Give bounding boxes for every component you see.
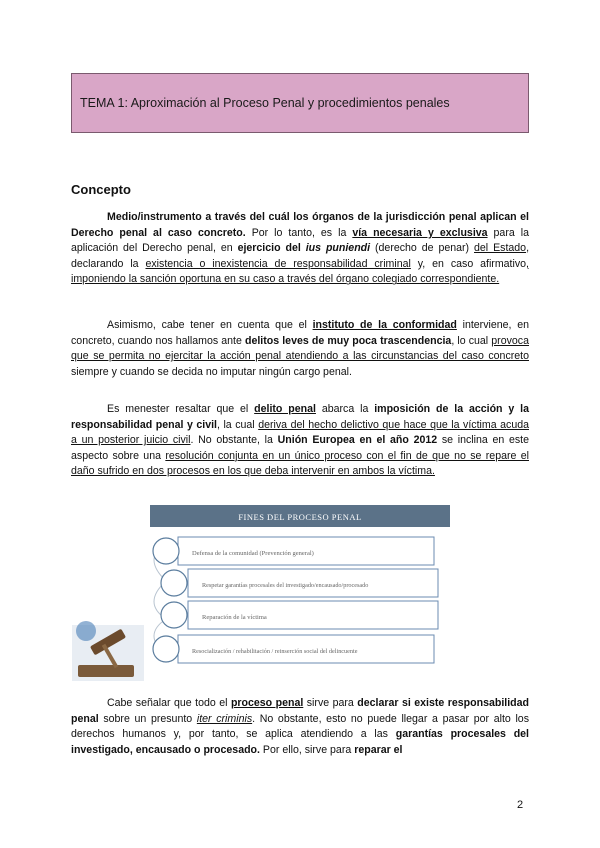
text-run: instituto de la conformidad xyxy=(312,319,457,331)
paragraph-definition xyxy=(71,210,529,288)
text-run: iter criminis xyxy=(196,712,253,725)
diagram-item-text: Reparación de la víctima xyxy=(202,614,267,621)
fines-proceso-penal-diagram xyxy=(70,503,450,683)
text-run: Es menester resaltar que el xyxy=(107,403,255,415)
text-run: interviene, en concreto, cuando nos hallamos ante xyxy=(71,319,529,347)
text-run: vía necesaria y exclusiva xyxy=(352,226,488,239)
text-run: reparar el xyxy=(354,743,403,756)
text-run: garantías procesales del investigado, encausado o procesado. xyxy=(71,728,529,756)
text-run: del Estado xyxy=(474,242,527,255)
text-run: ius puniendi xyxy=(305,242,371,255)
topic-title-box xyxy=(71,73,529,133)
text-run: declarar si existe responsabilidad penal xyxy=(71,697,529,725)
text-run: , imponiendo la sanción oportuna en su caso a través del órgano colegiado correspondiente. xyxy=(71,257,529,286)
text-run: sirve para xyxy=(303,697,358,709)
section-heading: Concepto xyxy=(71,182,131,197)
text-run: para la aplicación del Derecho penal, en xyxy=(71,226,529,255)
diagram-item-3 xyxy=(161,601,438,629)
text-run: Por ello, sirve para xyxy=(259,743,355,756)
text-run: Asimismo, cabe tener en cuenta que el xyxy=(107,319,313,331)
text-run: , lo cual xyxy=(451,334,492,347)
diagram-item-4 xyxy=(153,635,434,663)
text-run: Unión Europea en el año 2012 xyxy=(277,434,438,447)
diagram-item-text: Defensa de la comunidad (Prevención general) xyxy=(192,550,314,557)
text-run: . No obstante, esto no puede llegar a pasar por alto los derechos humanos y, por tanto, se aplica atendiendo a las xyxy=(71,712,529,741)
text-run: resolución conjunta en un único proceso con el fin de que no se repare el daño sufrido en dos procesos en los que deba intervenir en ambos la víctima. xyxy=(71,449,529,478)
text-run: (derecho de penar) xyxy=(370,242,475,255)
text-run: provoca que se permita no ejercitar la acción penal atendiendo a las circunstancias del caso concreto xyxy=(71,334,529,363)
text-run: deriva del hecho delictivo que hace que la víctima acuda a un posterior juicio civil xyxy=(71,418,529,447)
text-run: delito penal xyxy=(254,403,316,415)
text-run: Cabe señalar que todo el xyxy=(107,697,231,709)
text-run: sobre un presunto xyxy=(98,712,197,725)
paragraph-delito-penal xyxy=(71,402,529,480)
text-run: y, en caso afirmativo xyxy=(410,257,527,270)
text-run: se inclina en este aspecto sobre una xyxy=(71,434,529,462)
topic-title: TEMA 1: Aproximación al Proceso Penal y procedimientos penales xyxy=(80,96,450,110)
diagram-header: FINES DEL PROCESO PENAL xyxy=(238,512,362,522)
text-run: , la cual xyxy=(216,418,259,431)
page-number: 2 xyxy=(517,799,524,811)
text-run: delitos leves de muy poca trascendencia xyxy=(244,334,452,347)
text-run: existencia o inexistencia de responsabilidad criminal xyxy=(145,257,411,270)
text-run: ejercicio del xyxy=(237,242,306,255)
text-run: Medio/instrumento a través del cuál los órganos de la jurisdicción penal aplican el Derecho penal al caso concreto. xyxy=(71,211,529,239)
diagram-item-1 xyxy=(153,537,434,565)
paragraph-conformidad xyxy=(71,318,529,380)
text-run: siempre y cuando se decida no imputar ningún cargo penal. xyxy=(71,365,352,378)
diagram-item-2 xyxy=(161,569,438,597)
text-run: abarca la xyxy=(315,403,375,415)
text-run: , declarando la xyxy=(71,242,530,270)
diagram-item-text: Resocialización / rehabilitación / reinserción social del delincuente xyxy=(192,648,358,655)
gavel-icon xyxy=(72,621,144,681)
text-run: . No obstante, la xyxy=(190,434,278,447)
text-run: imposición de la acción y la responsabilidad penal y civil xyxy=(71,403,529,431)
diagram-item-text: Respetar garantías procesales del investigado/encausado/procesado xyxy=(202,582,369,589)
text-run: proceso penal xyxy=(230,697,304,709)
text-run: Por lo tanto, es la xyxy=(245,226,353,239)
paragraph-proceso-penal xyxy=(71,696,529,758)
